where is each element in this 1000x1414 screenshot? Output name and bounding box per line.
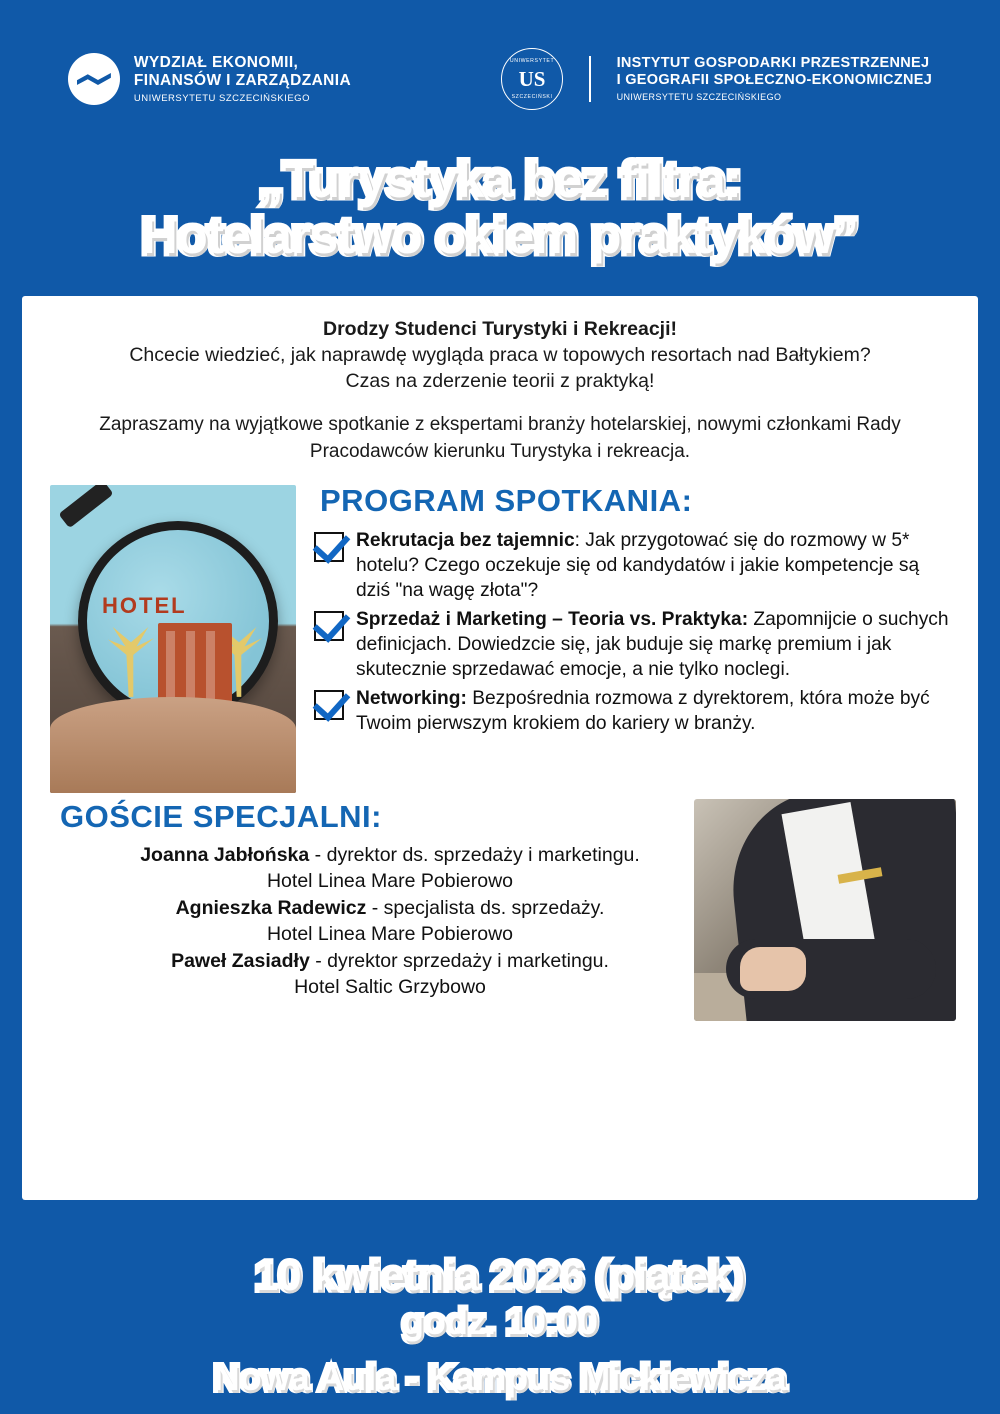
seal-bottom-text: SZCZECIŃSKI xyxy=(511,94,553,100)
checkbox-icon xyxy=(314,690,344,720)
event-place: Nowa Aula - Kampus Mickiewicza xyxy=(213,1356,787,1398)
program-item-text xyxy=(356,529,950,604)
poster-header xyxy=(0,0,1000,148)
faculty-logo xyxy=(68,53,351,105)
guest-hotel: Hotel Linea Mare Pobierowo xyxy=(266,922,514,945)
intro-line-1: Chcecie wiedzieć, jak naprawdę wygląda praca w topowych resortach nad Bałtykiem? xyxy=(129,344,871,366)
program-column xyxy=(308,479,950,793)
institute-logo-line3: UNIWERSYTETU SZCZECIŃSKIEGO xyxy=(616,92,782,103)
institute-logo-line2: I GEOGRAFII SPOŁECZNO-EKONOMICZNEJ xyxy=(616,72,933,89)
poster-title xyxy=(0,152,1000,264)
title-line-2: Hotelarstwo okiem praktyków” xyxy=(141,208,859,264)
program-item-title: Rekrutacja bez tajemnic xyxy=(356,529,575,551)
list-item xyxy=(50,896,730,922)
program-item-title: Networking: xyxy=(356,687,467,709)
guest-role: - specjalista ds. sprzedaży. xyxy=(366,896,605,919)
program-item-body: : Jak przygotować się do rozmowy w 5* hotelu? Czego oczekuje się od kandydatów i jakie kompetencje są dziś "na wagę złota"? xyxy=(356,529,920,601)
program-heading: PROGRAM SPOTKANIA: xyxy=(320,482,693,518)
event-date: 10 kwietnia 2026 (piątek) xyxy=(254,1252,746,1300)
program-item-body: Zapomnijcie o suchych definicjach. Dowiedzcie się, jak buduje się markę premium i jak skutecznie sprzedawać emocje, a nie tylko noclegi. xyxy=(356,608,949,680)
institute-logo-line1: INSTYTUT GOSPODARKI PRZESTRZENNEJ xyxy=(616,54,930,71)
guests-heading: GOŚCIE SPECJALNI: xyxy=(60,798,382,834)
magnifying-glass-hotel-photo xyxy=(50,485,296,793)
guest-name: Agnieszka Radewicz xyxy=(175,896,367,919)
program-bullet-list xyxy=(314,529,950,737)
hand xyxy=(740,947,806,991)
hotel-receptionist-photo xyxy=(694,799,956,1021)
list-item xyxy=(314,687,950,737)
intro-line-2: Czas na zderzenie teorii z praktyką! xyxy=(345,369,655,392)
event-details-footer xyxy=(0,1253,1000,1398)
institute-logo xyxy=(501,48,932,110)
intro-paragraph: Zapraszamy na wyjątkowe spotkanie z ekspertami branży hotelarskiej, nowymi członkami Rady Pracodawców kierunku Turystyka i rekreacja. xyxy=(99,414,901,462)
checkbox-icon xyxy=(314,611,344,641)
program-section xyxy=(50,479,950,793)
intro-heading: Drodzy Studenci Turystyki i Rekreacji! xyxy=(323,318,677,340)
guest-name: Joanna Jabłońska xyxy=(140,843,310,866)
guest-list xyxy=(50,843,730,1001)
university-seal-icon xyxy=(501,48,563,110)
title-line-1: „Turystyka bez filtra: xyxy=(258,152,742,208)
program-item-body: Bezpośrednia rozmowa z dyrektorem, która może być Twoim pierwszym krokiem do kariery w branży. xyxy=(356,687,930,734)
guest-hotel: Hotel Linea Mare Pobierowo xyxy=(266,869,514,892)
faculty-logo-line2: FINANSÓW I ZARZĄDZANIA xyxy=(133,71,352,89)
wave-circle-logo-icon xyxy=(68,53,120,105)
intro-block xyxy=(50,318,950,465)
logo-divider xyxy=(589,56,591,102)
guest-role: - dyrektor ds. sprzedaży i marketingu. xyxy=(309,843,640,866)
list-item xyxy=(314,608,950,683)
magnifier-handle xyxy=(58,485,113,528)
checkbox-icon xyxy=(314,532,344,562)
faculty-logo-line3: UNIWERSYTETU SZCZECIŃSKIEGO xyxy=(133,93,310,105)
list-item xyxy=(50,949,730,975)
faculty-logo-text xyxy=(134,54,351,105)
hotel-sign-text: HOTEL xyxy=(102,592,187,618)
guest-name: Paweł Zasiadły xyxy=(171,949,310,972)
program-item-title: Sprzedaż i Marketing – Teoria vs. Praktyka: xyxy=(356,608,749,630)
list-item xyxy=(314,529,950,604)
seal-top-text: UNIWERSYTET xyxy=(509,58,555,64)
guests-section xyxy=(50,799,950,1001)
faculty-logo-line1: WYDZIAŁ EKONOMII, xyxy=(133,53,299,71)
list-item xyxy=(50,843,730,869)
program-item-text xyxy=(356,687,950,737)
guest-hotel: Hotel Saltic Grzybowo xyxy=(294,975,486,998)
program-item-text xyxy=(356,608,950,683)
event-time: godz. 10:00 xyxy=(401,1301,599,1343)
seal-monogram: US xyxy=(518,66,546,91)
hotel-building xyxy=(158,623,232,707)
guest-role: - dyrektor sprzedaży i marketingu. xyxy=(309,949,609,972)
institute-logo-text xyxy=(617,55,933,104)
content-card xyxy=(22,296,978,1200)
hands-holding xyxy=(50,697,296,793)
